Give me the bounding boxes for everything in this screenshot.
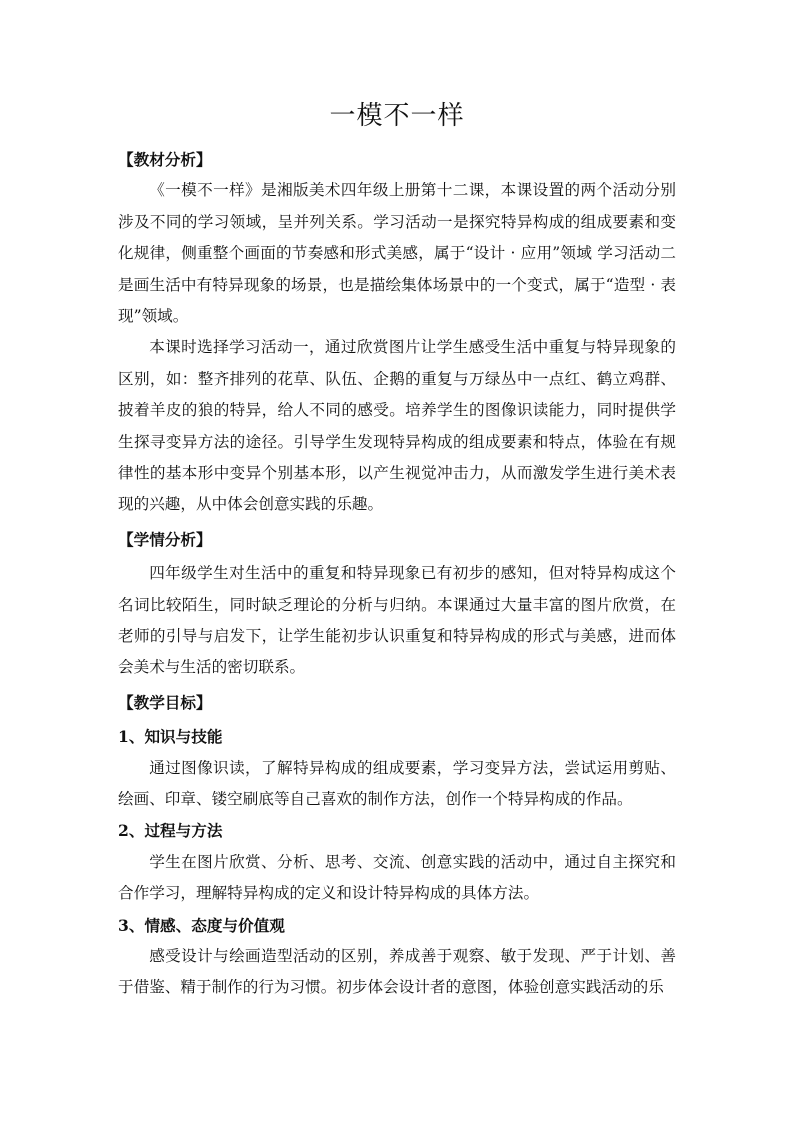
goal-text-knowledge-skills: 通过图像识读，了解特异构成的组成要素，学习变异方法，尝试运用剪贴、绘画、印章、镂空刷底等自己喜欢的制作方法，创作一个特异构成的作品。	[118, 758, 676, 809]
paragraph-textbook-analysis-1: 《一模不一样》是湘版美术四年级上册第十二课，本课设置的两个活动分别涉及不同的学习领域，呈并列关系。学习活动一是探究特异构成的组成要素和变化规律，侧重整个画面的节奏感和形式美感，属于“设计 · 应用”领域 学习活动二是画生活中有特异现象的场景，也是描绘集体场景中的一个变式，属于“造型 · 表现”领域。	[118, 181, 676, 326]
goal-heading-knowledge-skills: 1、知识与技能	[118, 727, 223, 747]
page-title: 一模不一样	[329, 101, 465, 131]
section-heading-teaching-goals: 【教学目标】	[118, 692, 212, 712]
goal-heading-emotion-values: 3、情感、态度与价值观	[118, 915, 285, 935]
goal-text-emotion-values: 感受设计与绘画造型活动的区别，养成善于观察、敏于发现、严于计划、善于借鉴、精于制作的行为习惯。初步体会设计者的意图，体验创意实践活动的乐	[118, 947, 676, 997]
goal-text-process-methods: 学生在图片欣赏、分析、思考、交流、创意实践的活动中，通过自主探究和合作学习，理解特异构成的定义和设计特异构成的具体方法。	[118, 852, 676, 903]
paragraph-learner-analysis: 四年级学生对生活中的重复和特异现象已有初步的感知，但对特异构成这个名词比较陌生，同时缺乏理论的分析与归纳。本课通过大量丰富的图片欣赏，在老师的引导与启发下，让学生能初步认识重复和特异构成的形式与美感，进而体会美术与生活的密切联系。	[118, 564, 676, 677]
document-body	[118, 144, 676, 1004]
goal-heading-process-methods: 2、过程与方法	[118, 821, 223, 841]
paragraph-textbook-analysis-2: 本课时选择学习活动一，通过欣赏图片让学生感受生活中重复与特异现象的区别，如：整齐排列的花草、队伍、企鹅的重复与万绿丛中一点红、鹤立鸡群、披着羊皮的狼的特异，给人不同的感受。培养学生的图像识读能力，同时提供学生探寻变异方法的途径。引导学生发现特异构成的组成要素和特点，体验在有规律性的基本形中变异个别基本形，以产生视觉冲击力，从而激发学生进行美术表现的兴趣，从中体会创意实践的乐趣。	[118, 338, 676, 514]
section-heading-textbook-analysis: 【教材分析】	[118, 150, 212, 169]
section-heading-learner-analysis: 【学情分析】	[118, 529, 212, 549]
